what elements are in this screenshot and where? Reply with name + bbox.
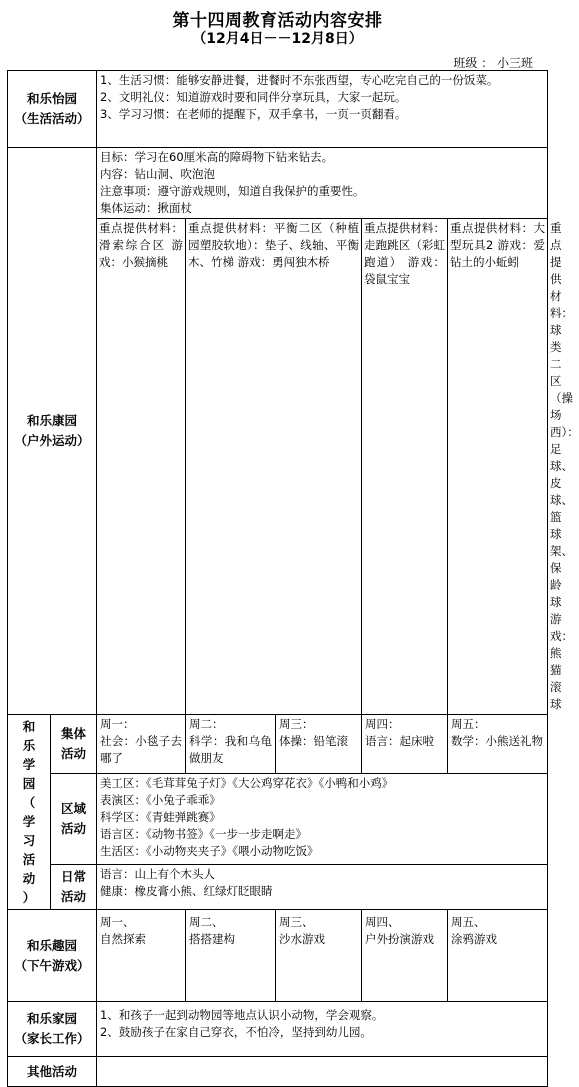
area-label-line: 区域 [61,801,87,816]
page-title: 第十四周教育活动内容安排 [172,11,383,31]
collective-text: 科学：我和乌龟做朋友 [189,734,273,765]
afternoon-tuesday [186,910,276,1002]
outdoor-day-thursday [448,219,548,715]
afternoon-text: 涂鸦游戏 [451,932,498,946]
collective-day: 周四： [365,717,400,731]
study-char: 活 [22,852,36,867]
daily-label-line: 日常 [61,869,87,884]
collective-day: 周五： [451,717,486,731]
afternoon-day: 周五、 [451,915,486,929]
outdoor-section-name: 和乐康园 [27,413,78,428]
daily-item: 健康：橡皮膏小熊、红绿灯眨眼睛 [100,884,273,898]
afternoon-day: 周一、 [100,915,135,929]
study-area-row [8,774,548,865]
life-item: 1、生活习惯：能够安静进餐，进餐时不东张西望，专心吃完自己的一份饭菜。 [100,73,499,87]
collective-day: 周二： [189,717,224,731]
afternoon-day: 周四、 [365,915,400,929]
family-section-header [8,1002,97,1057]
collective-wednesday [276,715,362,774]
collective-monday [97,715,186,774]
life-item: 3、学习习惯：在老师的提醒下，双手拿书，一页一页翻看。 [100,107,407,121]
afternoon-wednesday [276,910,362,1002]
afternoon-friday [448,910,548,1002]
family-section-subname: （家长工作） [14,1031,90,1046]
collective-label-line: 集体 [61,726,87,741]
study-char: 学 [22,814,36,829]
daily-item: 语言：山上有个木头人 [100,867,216,881]
collective-label-line: 活动 [61,746,87,761]
life-item: 2、文明礼仪：知道游戏时要和同伴分享玩具，大家一起玩。 [100,90,407,104]
schedule-table [7,70,579,1087]
class-info: 班级 ： 小三班 [453,56,533,70]
collective-text: 数学：小熊送礼物 [451,734,544,748]
life-row [8,71,548,148]
outdoor-row-days: 重点提供材料：滑索综合区 游戏：小猴摘桃 重点提供材料：平衡二区（种植园塑胶软地）：垫子、线轴、平衡木、竹梯 游戏：勇闯独木桥 重点提供材料：走跑跳区（彩虹跑道） 游戏：袋鼠宝宝 重点提供材料：大型玩具2 游戏：爱钻土的小蚯蚓 重点提供材料：球类二区（操场西）：足球、皮球、篮球架、保龄球 游戏：熊猫滚球 [8,219,548,715]
life-section-subname: （生活活动） [14,111,90,126]
outdoor-group: 集体运动：揪面杖 [100,201,193,215]
area-item: 美工区：《毛茸茸兔子灯》《大公鸡穿花衣》《小鸭和小鸡》 [100,776,394,790]
afternoon-day: 周三、 [279,915,314,929]
outdoor-section-subname: （户外运动） [14,433,90,448]
life-content [97,71,548,148]
collective-text: 社会：小毯子去哪了 [100,734,183,765]
study-char: 和 [22,719,36,734]
outdoor-notes: 注意事项：遵守游戏规则，知道自我保护的重要性。 [100,184,365,198]
family-item: 1、和孩子一起到动物园等地点认识小动物，学会观察。 [100,1008,384,1022]
outdoor-day-text: 重点提供材料：滑索综合区 游戏：小猴摘桃 [99,221,184,269]
afternoon-thursday [362,910,448,1002]
area-item: 语言区：《动物书签》《一步一步走啊走》 [100,827,308,841]
afternoon-row [8,910,548,1002]
daily-content [97,865,548,910]
outdoor-goal: 目标：学习在60厘米高的障碍物下钻来钻去。 [100,150,334,164]
daily-label-line: 活动 [61,889,87,904]
collective-tuesday [186,715,276,774]
study-char: 动 [22,871,36,886]
other-section-header: 其他活动 [8,1057,97,1087]
other-content [97,1057,548,1087]
daily-label [51,865,97,910]
afternoon-text: 沙水游戏 [279,932,326,946]
area-item: 生活区：《小动物夹夹子》《喂小动物吃饭》 [100,844,319,858]
study-collective-row [8,715,548,774]
area-label-line: 活动 [61,821,87,836]
afternoon-section-name: 和乐趣园 [27,937,78,953]
family-section-name: 和乐家园 [27,1011,78,1026]
outdoor-day-tuesday [186,219,362,715]
outdoor-day-text: 重点提供材料：走跑跳区（彩虹跑道） 游戏：袋鼠宝宝 [364,221,446,286]
life-section-name: 和乐怡园 [27,91,78,106]
life-section-header [8,71,97,148]
afternoon-section-subname: （下午游戏） [14,957,90,973]
study-char: 园 [22,776,36,791]
afternoon-text: 户外扮演游戏 [365,932,435,946]
date-range: （12月4日－－12月8日） [192,31,363,47]
study-char: ） [22,890,36,905]
family-content [97,1002,548,1057]
outdoor-row-general [8,148,548,219]
area-label [51,774,97,865]
collective-text: 语言：起床啦 [365,734,435,748]
study-section-header [8,715,51,910]
collective-day: 周三： [279,717,314,731]
area-item: 科学区：《青蛙弹跳赛》 [100,810,221,824]
afternoon-monday [97,910,186,1002]
area-content [97,774,548,865]
study-char: 乐 [22,738,36,753]
outdoor-content: 内容：钻山洞、吹泡泡 [100,167,216,181]
afternoon-day: 周二、 [189,915,224,929]
outdoor-day-wednesday [362,219,448,715]
collective-label [51,715,97,774]
collective-day: 周一： [100,717,135,731]
family-row [8,1002,548,1057]
collective-thursday [362,715,448,774]
outdoor-day-text: 重点提供材料：大型玩具2 游戏：爱钻土的小蚯蚓 [450,221,546,269]
outdoor-section-header [8,148,97,715]
study-char: 学 [22,757,36,772]
collective-friday [448,715,548,774]
area-item: 表演区：《小兔子乖乖》 [100,793,221,807]
outdoor-general [97,148,548,219]
afternoon-text: 自然探索 [100,932,147,946]
study-char: （ [22,795,36,810]
outdoor-day-text: 重点提供材料：平衡二区（种植园塑胶软地）：垫子、线轴、平衡木、竹梯 游戏：勇闯独木桥 [188,221,360,269]
afternoon-section-header [8,910,97,1002]
study-char: 习 [22,833,36,848]
outdoor-day-monday [97,219,186,715]
afternoon-text: 搭搭建构 [189,932,236,946]
collective-text: 体操：铅笔滚 [279,734,349,748]
study-daily-row [8,865,548,910]
other-row [8,1057,548,1087]
family-item: 2、鼓励孩子在家自己穿衣，不怕冷，坚持到幼儿园。 [100,1025,372,1039]
